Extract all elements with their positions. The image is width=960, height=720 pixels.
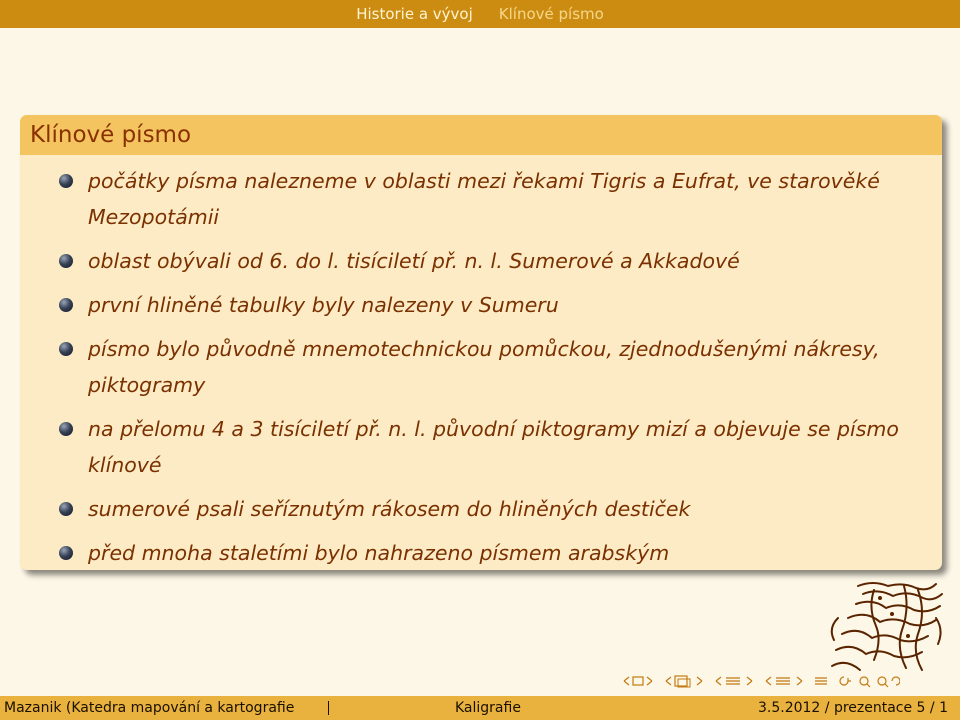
search-icon[interactable] (836, 674, 900, 688)
list-item-text: první hliněné tabulky byly nalezeny v Sumeru (88, 293, 559, 317)
section-link[interactable]: Historie a vývoj (356, 5, 473, 23)
beamer-navigation-symbols (620, 672, 955, 690)
list-item (20, 331, 942, 403)
subsection-nav-icon[interactable] (662, 674, 706, 688)
list-item (20, 535, 942, 571)
bullet-ball-icon (59, 342, 73, 356)
list-item-text: počátky písma nalezneme v oblasti mezi řekami Tigris a Eufrat, ve starověké Mezopotámii (88, 169, 880, 229)
bullet-ball-icon (59, 502, 73, 516)
footer-bar (0, 696, 960, 720)
frame-nav-icon[interactable] (620, 674, 656, 688)
list-item-text: před mnoha staletími bylo nahrazeno písmem arabským (88, 541, 670, 565)
list-item-text: sumerové psali seříznutým rákosem do hliněných destiček (88, 497, 691, 521)
bullet-list (20, 163, 942, 579)
footer-title: Kaligrafie (455, 700, 521, 716)
bullet-ball-icon (59, 254, 73, 268)
footer-divider (328, 701, 329, 715)
university-lion-logo (818, 578, 948, 673)
bullet-ball-icon (59, 174, 73, 188)
content-block (20, 115, 942, 570)
footer-author: Mazanik (Katedra mapování a kartografie (4, 700, 295, 716)
list-item (20, 243, 942, 279)
appendix-nav-icon[interactable] (812, 674, 830, 688)
bullet-ball-icon (59, 422, 73, 436)
block-title: Klínové písmo (20, 115, 942, 155)
list-item-text: na přelomu 4 a 3 tisíciletí př. n. l. původní piktogramy mizí a objevuje se písmo klínové (88, 417, 899, 477)
list-item-text: písmo bylo původně mnemotechnickou pomůckou, zjednodušenými nákresy, piktogramy (88, 337, 880, 397)
list-item (20, 491, 942, 527)
list-item-text: oblast obývali od 6. do l. tisíciletí př. n. l. Sumerové a Akkadové (88, 249, 740, 273)
subsection-link[interactable]: Klínové písmo (498, 5, 604, 23)
list-item (20, 163, 942, 235)
footer-date-page: 3.5.2012 / prezentace 5 / 1 (757, 700, 948, 716)
bullet-ball-icon (59, 546, 73, 560)
bullet-ball-icon (59, 298, 73, 312)
slide-nav-icon[interactable] (762, 674, 806, 688)
list-item (20, 287, 942, 323)
list-item (20, 411, 942, 483)
section-nav-icon[interactable] (712, 674, 756, 688)
header-navigation-bar (0, 0, 960, 28)
